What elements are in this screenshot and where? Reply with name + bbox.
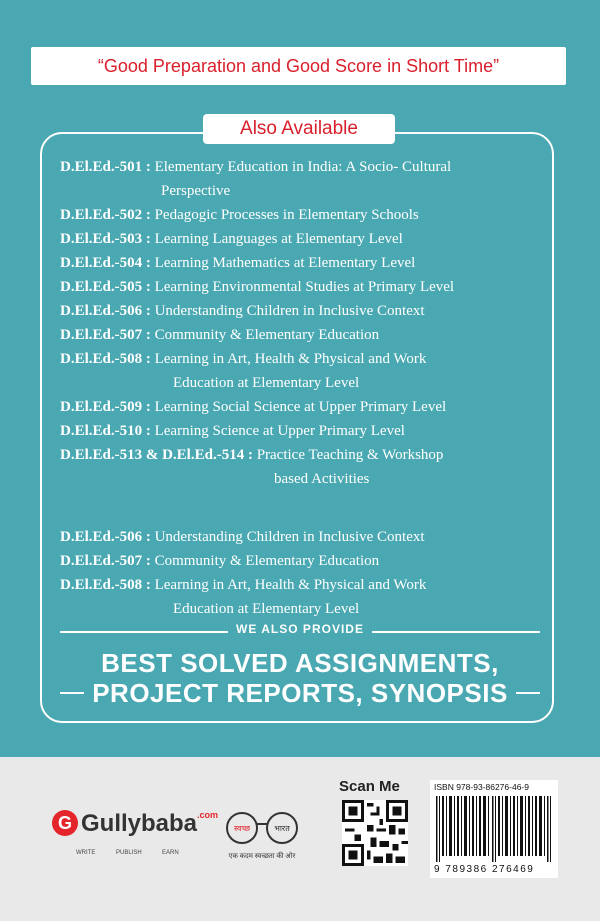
list-item: D.El.Ed.-506 : Understanding Children in Inclusive Context bbox=[60, 529, 425, 545]
barcode-number: 9 789386 276469 bbox=[434, 864, 535, 875]
list-item: D.El.Ed.-513 & D.El.Ed.-514 : Practice Teaching & Workshop bbox=[60, 447, 444, 463]
logo-word: EARN bbox=[162, 850, 179, 856]
list-item: D.El.Ed.-508 : Learning in Art, Health & Physical and Work bbox=[60, 577, 427, 593]
tagline: “Good Preparation and Good Score in Short Time” bbox=[31, 47, 566, 85]
list-item: D.El.Ed.-502 : Pedagogic Processes in Elementary Schools bbox=[60, 207, 419, 223]
list-item: D.El.Ed.-506 : Understanding Children in Inclusive Context bbox=[60, 303, 425, 319]
list-item: D.El.Ed.-504 : Learning Mathematics at Elementary Level bbox=[60, 255, 416, 271]
logo-word: WRITE bbox=[76, 850, 96, 856]
we-also-provide-label: WE ALSO PROVIDE bbox=[0, 622, 600, 636]
list-item: D.El.Ed.-507 : Community & Elementary Education bbox=[60, 327, 380, 343]
list-item-cont: Education at Elementary Level bbox=[173, 601, 360, 617]
list-item: D.El.Ed.-505 : Learning Environmental Studies at Primary Level bbox=[60, 279, 455, 295]
gullybaba-logo: G Gullybaba$^{.com}$ bbox=[52, 810, 218, 838]
list-item: D.El.Ed.-507 : Community & Elementary Education bbox=[60, 553, 380, 569]
svg-text:एक कदम स्वच्छता की ओर: एक कदम स्वच्छता की ओर bbox=[228, 852, 296, 860]
scan-me-label: Scan Me bbox=[339, 778, 400, 795]
qr-code-icon bbox=[342, 800, 408, 866]
list-item-cont: Education at Elementary Level bbox=[173, 375, 360, 391]
svg-text:स्वच्छ: स्वच्छ bbox=[233, 824, 251, 833]
provide-line-1: BEST SOLVED ASSIGNMENTS, bbox=[101, 648, 499, 678]
list-item-cont: based Activities bbox=[274, 471, 370, 487]
list-item: D.El.Ed.-501 : Elementary Education in India: A Socio- Cultural bbox=[60, 159, 452, 175]
divider bbox=[516, 692, 540, 694]
list-item: D.El.Ed.-503 : Learning Languages at Elementary Level bbox=[60, 231, 403, 247]
list-item: D.El.Ed.-508 : Learning in Art, Health & Physical and Work bbox=[60, 351, 427, 367]
svg-text:भारत: भारत bbox=[274, 824, 290, 833]
list-item: D.El.Ed.-510 : Learning Science at Upper Primary Level bbox=[60, 423, 405, 439]
logo-word: PUBLISH bbox=[116, 850, 142, 856]
also-available-heading: Also Available bbox=[203, 114, 395, 144]
divider bbox=[60, 692, 84, 694]
list-item-cont: Perspective bbox=[161, 183, 231, 199]
list-item: D.El.Ed.-509 : Learning Social Science at Upper Primary Level bbox=[60, 399, 447, 415]
provide-line-2: PROJECT REPORTS, SYNOPSIS bbox=[92, 678, 508, 708]
barcode-icon bbox=[436, 796, 552, 862]
isbn-text: ISBN 978-93-86276-46-9 bbox=[434, 782, 529, 792]
swachh-bharat-logo bbox=[212, 808, 312, 868]
